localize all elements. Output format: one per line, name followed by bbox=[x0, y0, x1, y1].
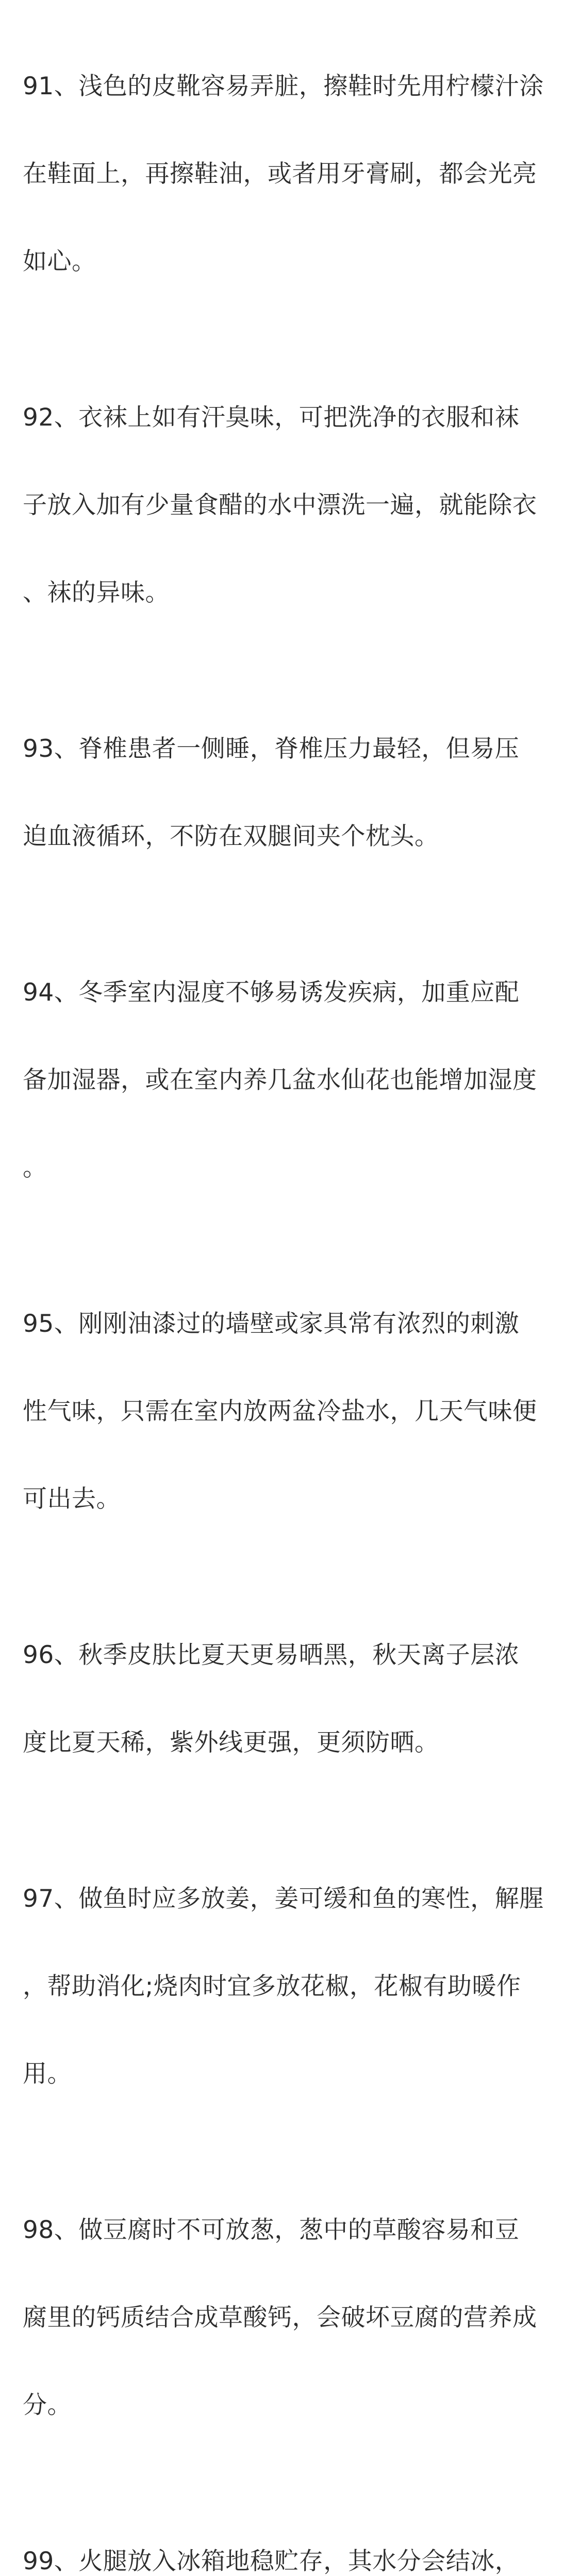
tip-95 bbox=[23, 1258, 559, 1565]
tip-99 bbox=[23, 2496, 559, 2576]
tip-94-line-1: 94、冬季室内湿度不够易诱发疾病，加重应配 bbox=[23, 978, 520, 1007]
tip-97-line-2: ，帮助消化;烧肉时宜多放花椒，花椒有助暖作 bbox=[23, 1972, 521, 2001]
tip-98-line-2: 腐里的钙质结合成草酸钙，会破坏豆腐的营养成 bbox=[23, 2303, 537, 2332]
tips-list bbox=[23, 21, 559, 2576]
tip-92-line-2: 子放入加有少量食醋的水中漂洗一遍，就能除衣 bbox=[23, 491, 537, 519]
tip-93 bbox=[23, 683, 559, 902]
tip-98-line-3: 分。 bbox=[23, 2391, 72, 2419]
tip-96-line-1: 96、秋季皮肤比夏天更易晒黑，秋天离子层浓 bbox=[23, 1641, 520, 1669]
tip-94-line-2: 备加湿器，或在室内养几盆水仙花也能增加湿度 bbox=[23, 1066, 537, 1094]
tip-94-line-3: 。 bbox=[23, 1154, 47, 1182]
tip-97-line-3: 用。 bbox=[23, 2060, 72, 2088]
tip-95-line-3: 可出去。 bbox=[23, 1485, 121, 1513]
tip-91-line-2: 在鞋面上，再擦鞋油，或者用牙膏刷，都会光亮 bbox=[23, 160, 537, 188]
tip-99-line-1: 99、火腿放入冰箱地稳贮存，其水分会结冰， bbox=[23, 2547, 520, 2575]
tip-98-line-1: 98、做豆腐时不可放葱，葱中的草酸容易和豆 bbox=[23, 2216, 520, 2244]
tip-91-line-1: 91、浅色的皮靴容易弄脏，擦鞋时先用柠檬汁涂 bbox=[23, 72, 544, 100]
tip-98 bbox=[23, 2164, 559, 2471]
tip-94 bbox=[23, 927, 559, 1233]
tip-96 bbox=[23, 1589, 559, 1808]
tip-92 bbox=[23, 352, 559, 658]
tip-93-line-2: 迫血液循环，不防在双腿间夹个枕头。 bbox=[23, 822, 439, 851]
tip-92-line-3: 、袜的异味。 bbox=[23, 579, 170, 607]
tip-91-line-3: 如心。 bbox=[23, 247, 96, 276]
tip-97-line-1: 97、做鱼时应多放姜，姜可缓和鱼的寒性，解腥 bbox=[23, 1885, 544, 1913]
tip-97 bbox=[23, 1833, 559, 2140]
tip-92-line-1: 92、衣袜上如有汗臭味，可把洗净的衣服和袜 bbox=[23, 403, 520, 432]
tip-95-line-2: 性气味，只需在室内放两盆冷盐水，几天气味便 bbox=[23, 1397, 537, 1426]
tip-91 bbox=[23, 21, 559, 327]
tip-95-line-1: 95、刚刚油漆过的墙壁或家具常有浓烈的刺激 bbox=[23, 1310, 520, 1338]
tip-96-line-2: 度比夏天稀，紫外线更强，更须防晒。 bbox=[23, 1728, 439, 1757]
tip-93-line-1: 93、脊椎患者一侧睡，脊椎压力最轻，但易压 bbox=[23, 735, 520, 763]
